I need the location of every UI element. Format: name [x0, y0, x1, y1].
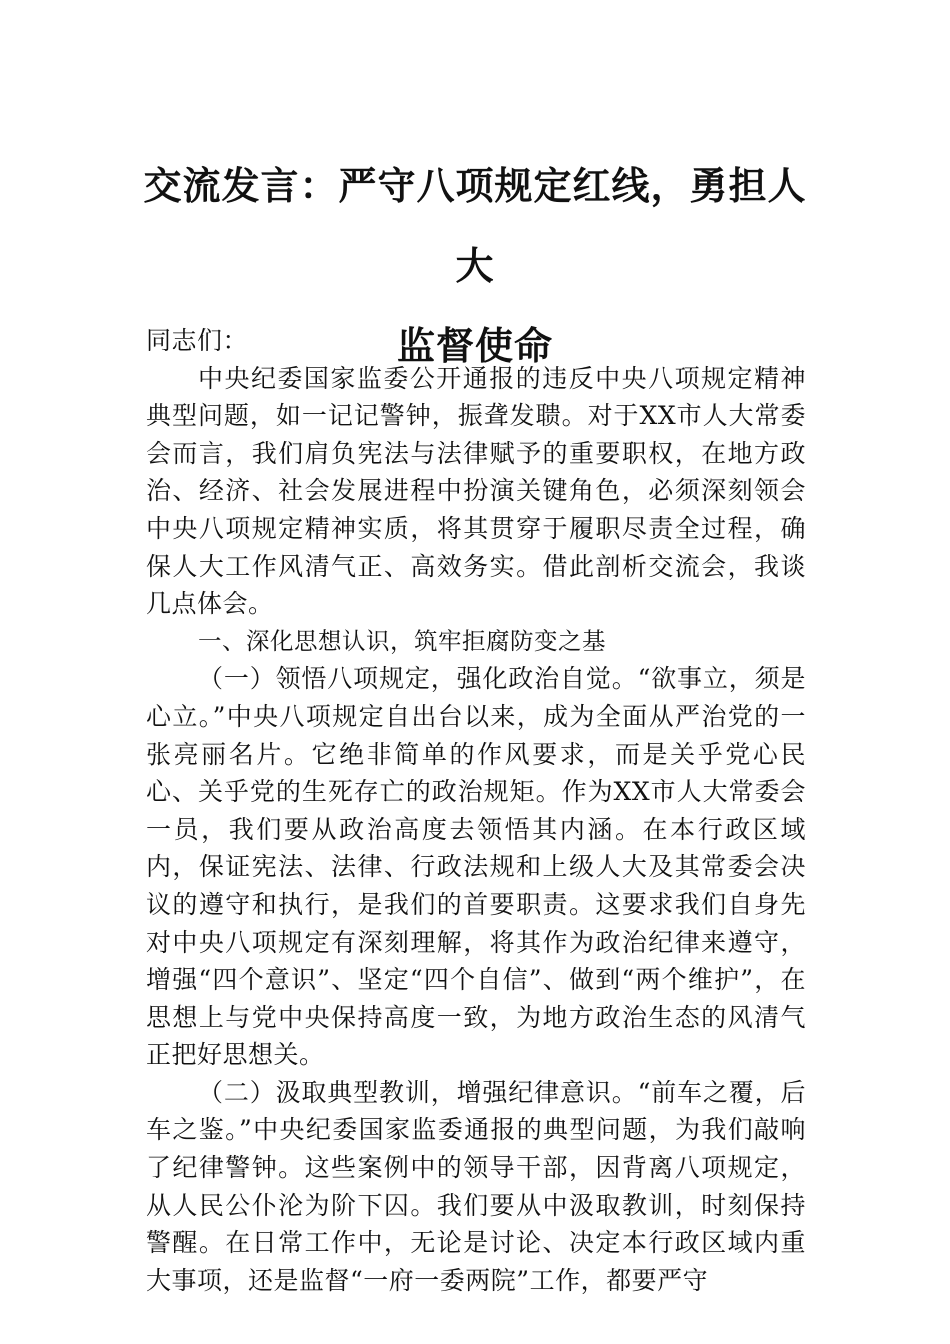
section-heading-1: 一、深化思想认识，筑牢拒腐防变之基 — [198, 626, 606, 655]
title-line-2: 监督使命 — [396, 323, 553, 368]
paragraph-subsection-2: （二）汲取典型教训，增强纪律意识。“前车之覆，后车之鉴。”中央纪委国家监委通报的典型问题，为我们敲响了纪律警钟。这些案例中的领导干部，因背离八项规定，从人民公仆沦为阶下囚。我们要从中汲取教训，时刻保持警醒。在日常工作中，无论是讨论、决定本行政区域内重大事项，还是监督“一府一委两院”工作，都要严守 — [146, 1077, 806, 1295]
document-body — [146, 322, 806, 1299]
title-line-1: 交流发言：严守八项规定红线，勇担人大 — [143, 163, 807, 288]
paragraph-subsection-1: （一）领悟八项规定，强化政治自觉。“欲事立，须是心立。”中央八项规定自出台以来，成为全面从严治党的一张亮丽名片。它绝非简单的作风要求，而是关乎党心民心、关乎党的生死存亡的政治规矩。作为XX市人大常委会一员，我们要从政治高度去领悟其内涵。在本行政区域内，保证宪法、法律、行政法规和上级人大及其常委会决议的遵守和执行，是我们的首要职责。这要求我们自身先对中央八项规定有深刻理解，将其作为政治纪律来遵守，增强“四个意识”、坚定“四个自信”、做到“两个维护”，在思想上与党中央保持高度一致，为地方政治生态的风清气正把好思想关。 — [146, 664, 806, 1070]
salutation: 同志们： — [146, 326, 249, 355]
paragraph-intro: 中央纪委国家监委公开通报的违反中央八项规定精神典型问题，如一记记警钟，振聋发聩。对于XX市人大常委会而言，我们肩负宪法与法律赋予的重要职权，在地方政治、经济、社会发展进程中扮演关键角色，必须深刻领会中央八项规定精神实质，将其贯穿于履职尽责全过程，确保人大工作风清气正、高效务实。借此剖析交流会，我谈几点体会。 — [146, 363, 806, 619]
